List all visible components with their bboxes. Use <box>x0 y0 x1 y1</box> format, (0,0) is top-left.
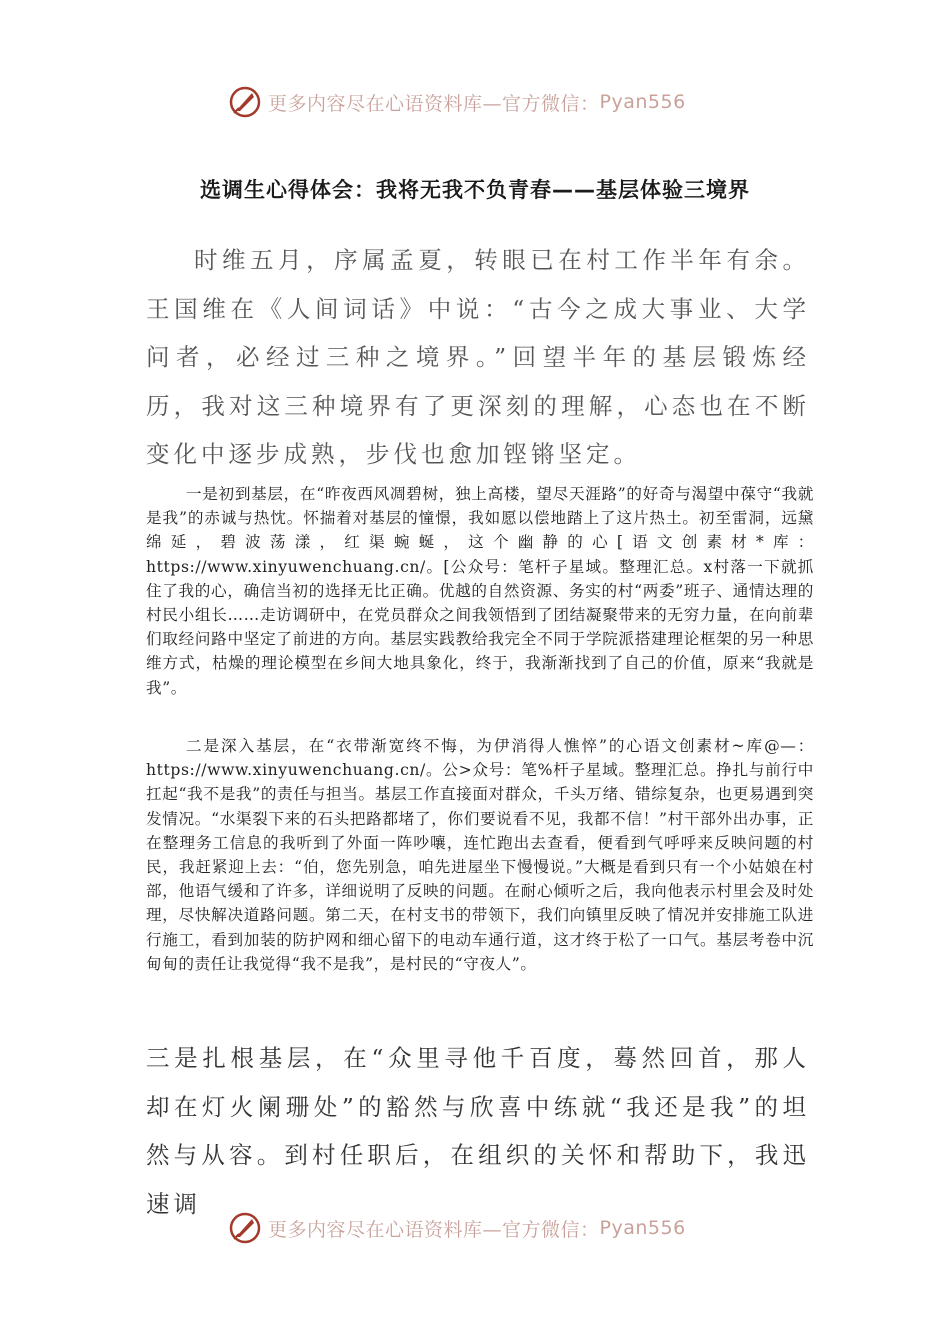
watermark-brand: Pyan556 <box>599 91 686 113</box>
paragraph-second-realm: 二是深入基层，在“衣带渐宽终不悔，为伊消得人憔悴”的心语文创素材~库@—：https://www.xinyuwenchuang.cn/。公>众号：笔%杆子星域。整理汇总。挣扎与前行中扛起“我不是我”的责任与担当。基层工作直接面对群众，千头万绪、错综复杂，也更易遇到突发情况。“水渠裂下来的石头把路都堵了，你们要说看不见，我都不信！”村干部外出办事，正在整理务工信息的我听到了外面一阵吵嚷，连忙跑出去查看，便看到气呼呼来反映问题的村民，我赶紧迎上去：“伯，您先别急，咱先进屋坐下慢慢说。”大概是看到只有一个小姑娘在村部，他语气缓和了许多，详细说明了反映的问题。在耐心倾听之后，我向他表示村里会及时处理，尽快解决道路问题。第二天，在村支书的带领下，我们向镇里反映了情况并安排施工队进行施工，看到加装的防护网和细心留下的电动车通行道，这才终于松了一口气。基层考卷中沉甸甸的责任让我觉得“我不是我”，是村民的“守夜人”。 <box>146 737 814 973</box>
watermark-brand: Pyan556 <box>599 1217 686 1239</box>
watermark-text: 更多内容尽在心语资料库—官方微信： <box>268 92 600 115</box>
paragraph-intro: 时维五月，序属孟夏，转眼已在村工作半年有余。王国维在《人间词话》中说：“古今之成大事业、大学问者，必经过三种之境界。”回望半年的基层锻炼经历，我对这三种境界有了更深刻的理解，心态也在不断变化中逐步成熟，步伐也愈加铿锵坚定。 <box>146 246 810 469</box>
quill-logo-icon <box>228 1211 262 1245</box>
watermark-banner-top <box>228 82 728 122</box>
paragraph-first-realm: 一是初到基层，在“昨夜西风凋碧树，独上高楼，望尽天涯路”的好奇与渴望中葆守“我就是我”的赤诚与热忱。怀揣着对基层的憧憬，我如愿以偿地踏上了这片热土。初至雷洞，远黛绵延，碧波荡漾，红渠蜿蜒，这个幽静的心[语文创素材*库：https://www.xinyuwenchuang.cn/。[公众号：笔杆子星域。整理汇总。x村落一下就抓住了我的心，确信当初的选择无比正确。优越的自然资源、务实的村“两委”班子、通情达理的村民小组长……走访调研中，在党员群众之间我领悟到了团结凝聚带来的无穷力量，在向前辈们取经问路中坚定了前进的方向。基层实践教给我完全不同于学院派搭建理论框架的另一种思维方式，枯燥的理论模型在乡间大地具象化，终于，我渐渐找到了自己的价值，原来“我就是我”。 <box>146 485 814 697</box>
watermark-text: 更多内容尽在心语资料库—官方微信： <box>268 1218 600 1241</box>
paragraph-third-realm: 三是扎根基层，在“众里寻他千百度，蓦然回首，那人却在灯火阑珊处”的豁然与欣喜中练就“我还是我”的坦然与从容。到村任职后，在组织的关怀和帮助下，我迅速调 <box>146 1044 810 1218</box>
watermark-banner-bottom <box>228 1208 728 1248</box>
document-title: 选调生心得体会：我将无我不负青春——基层体验三境界 <box>200 178 750 202</box>
quill-logo-icon <box>228 85 262 119</box>
